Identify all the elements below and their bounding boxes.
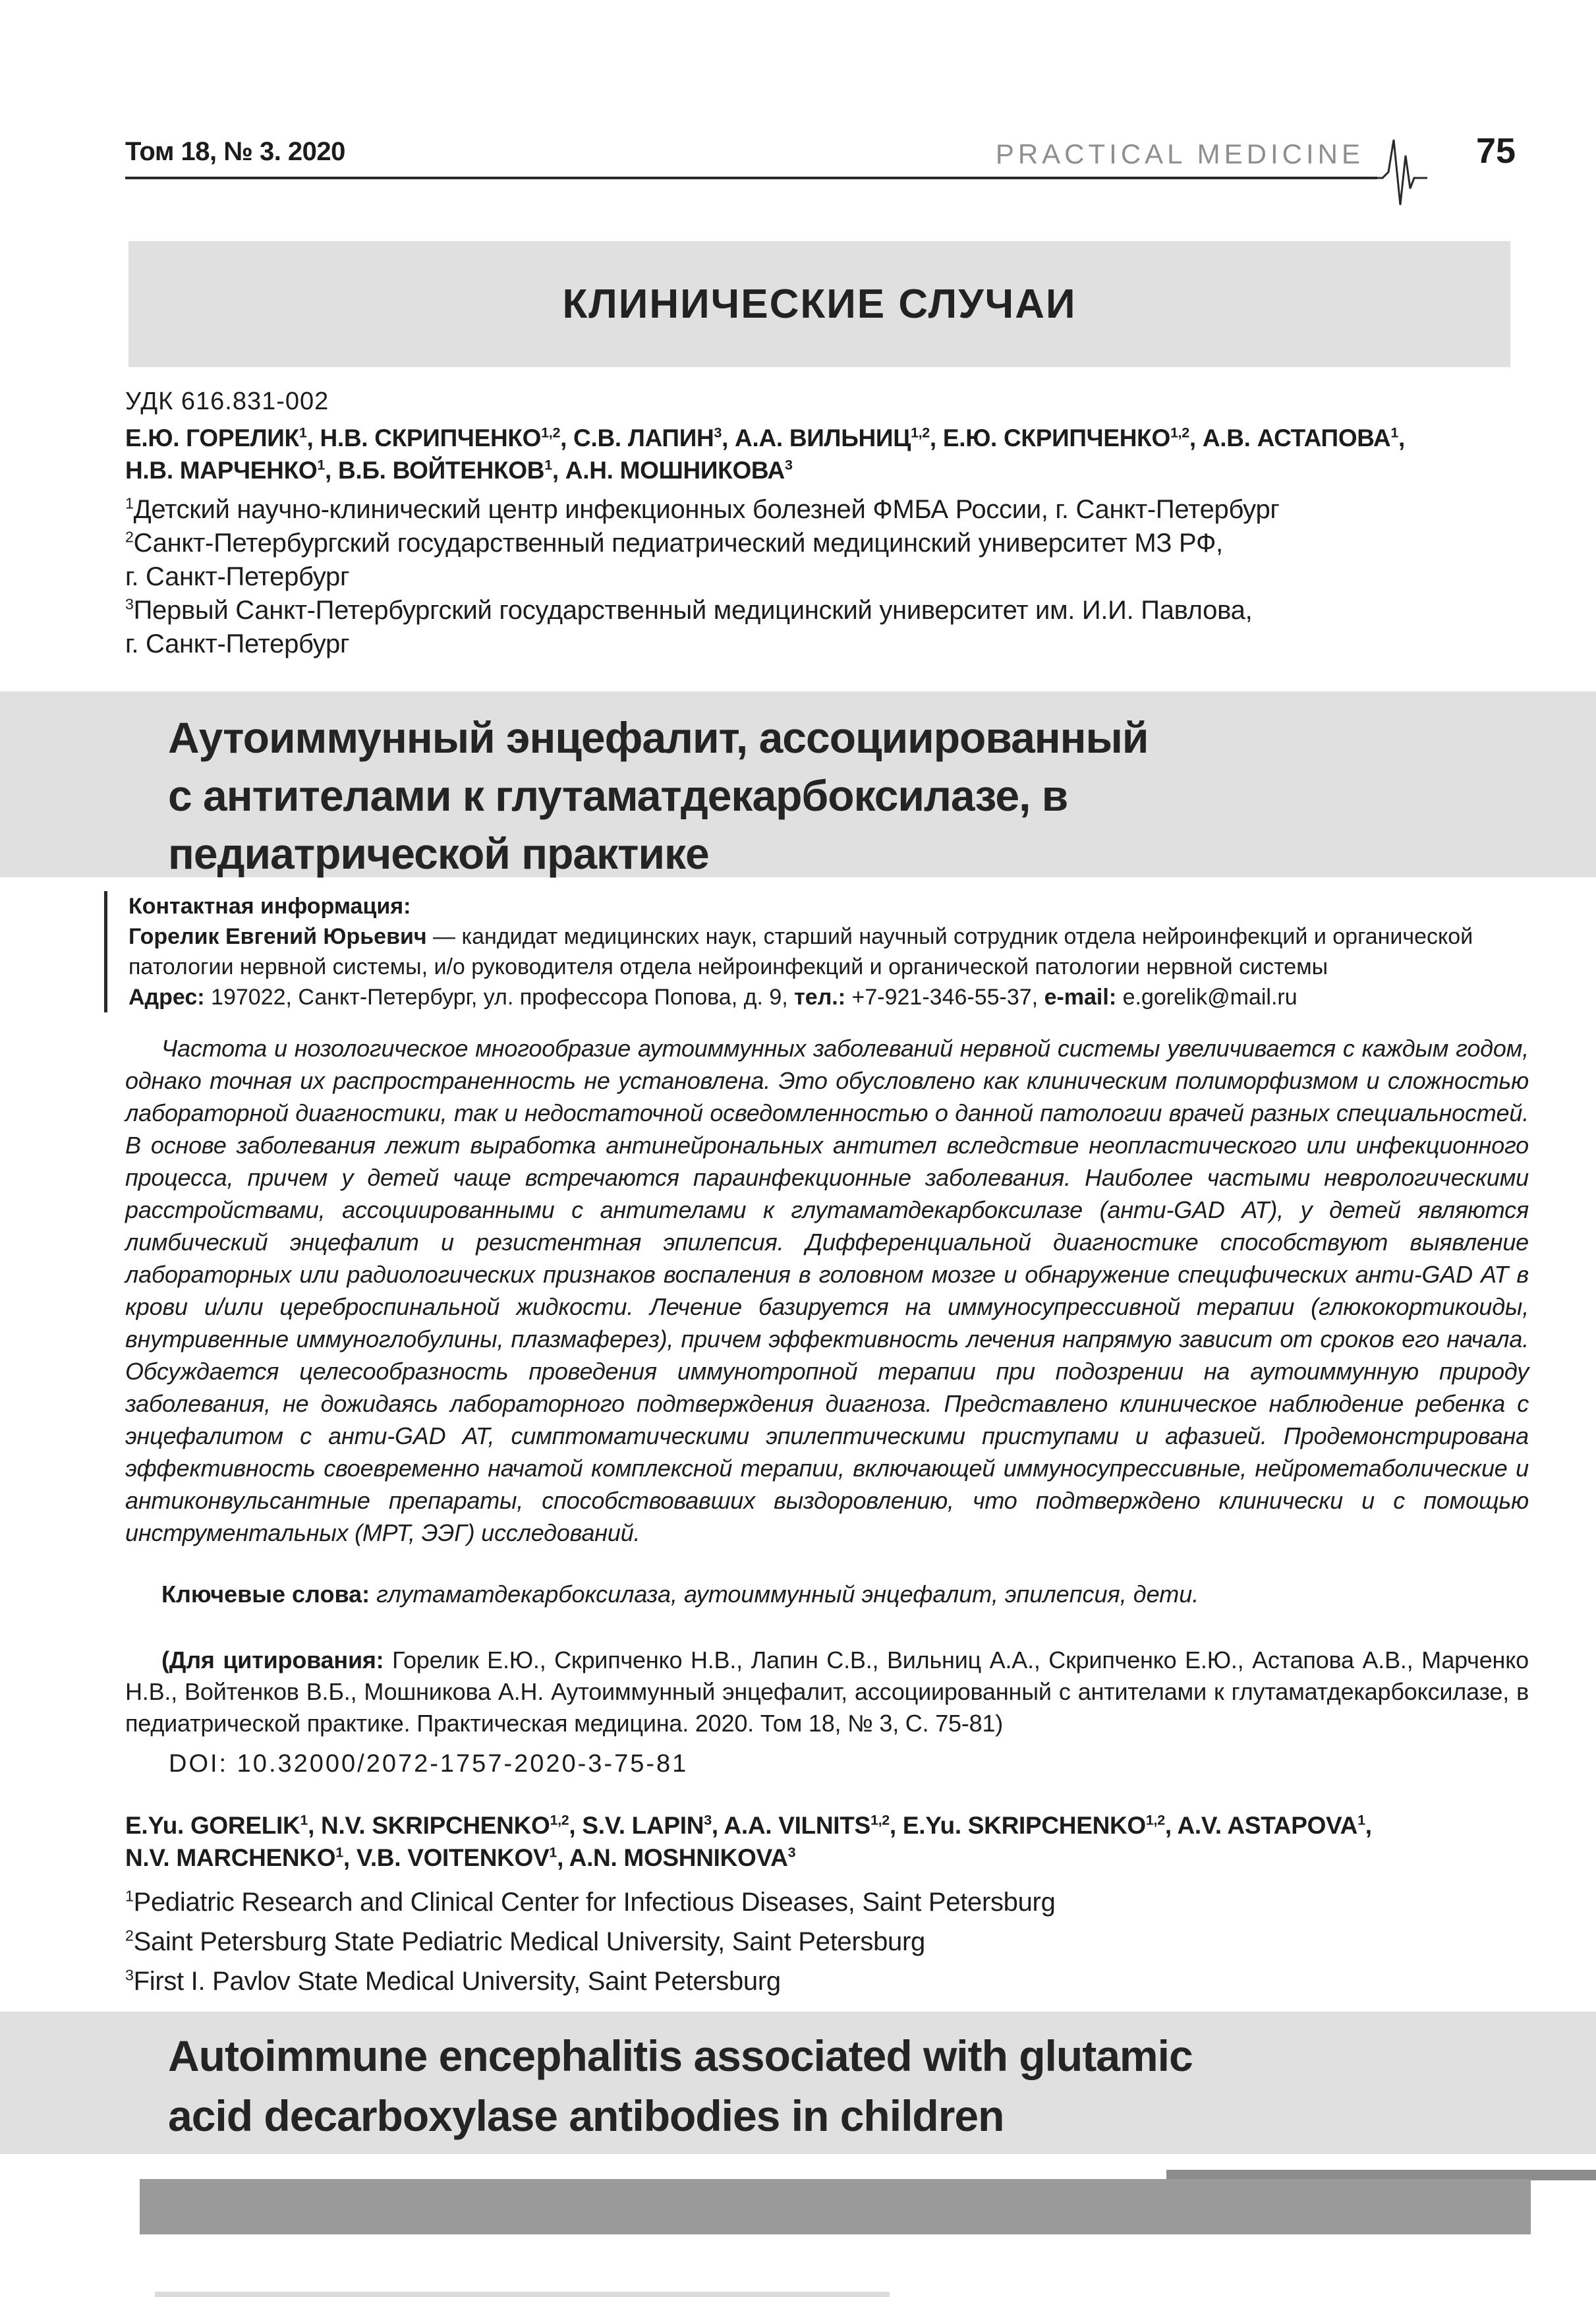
authors-en	[125, 1809, 1562, 1874]
affiliation-ru-3: $^3$Первый Санкт-Петербургский государственный медицинский университет им. И.И. Павлова, г. Санкт-Петербург	[125, 595, 1253, 658]
citation-ru: (Для цитирования: Горелик Е.Ю., Скрипченко Н.В., Лапин С.В., Вильниц А.А., Скрипченко Е.Ю., Астапова А.В., Марченко Н.В., Войтенков В.Б., Мошникова А.Н. Аутоиммунный энцефалит, ассоциированный с антителами к глутаматдекарбоксилазе, в педиатрической практике. Практическая медицина. 2020. Том 18, № 3, С. 75-81)	[125, 1646, 1529, 1737]
ecg-pulse-icon	[1371, 131, 1427, 216]
bottom-gray-bar	[140, 2179, 1531, 2234]
affiliation-en-2: $^2$Saint Petersburg State Pediatric Medical University, Saint Petersburg	[125, 1927, 925, 1956]
keywords-ru: Ключевые слова: глутаматдекарбоксилаза, аутоиммунный энцефалит, эпилепсия, дети.	[161, 1581, 1199, 1608]
journal-name: PRACTICAL MEDICINE	[995, 138, 1364, 169]
contact-label: Контактная информация:	[128, 894, 411, 919]
affiliation-ru-2: $^2$Санкт-Петербургский государственный педиатрический медицинский университет МЗ РФ, г. Санкт-Петербург	[125, 528, 1223, 591]
section-banner-label: КЛИНИЧЕСКИЕ СЛУЧАИ	[562, 281, 1077, 327]
affiliations-en	[125, 1882, 1562, 2001]
contact-info-block	[104, 891, 1532, 1012]
doi-line: DOI: 10.32000/2072-1757-2020-3-75-81	[169, 1750, 689, 1778]
authors-en-line-1: E.Yu. GORELIK$^1$, N.V. SKRIPCHENKO$^{1,2}$, S.V. LAPIN$^3$, A.A. VILNITS$^{1,2}$, E.Yu. SKRIPCHENKO$^{1,2}$, A.V. ASTAPOVA$^1$,	[125, 1812, 1372, 1839]
header-rule	[125, 177, 1377, 179]
affiliations-ru	[125, 493, 1562, 661]
udk-code: УДК 616.831-002	[125, 388, 329, 415]
affiliation-ru-1: $^1$Детский научно-клинический центр инфекционных болезней ФМБА России, г. Санкт-Петербург	[125, 494, 1280, 524]
abstract-section	[125, 1032, 1529, 1778]
authors-en-line-2: N.V. MARCHENKO$^1$, V.B. VOITENKOV$^1$, A.N. MOSHNIKOVA$^3$	[125, 1844, 796, 1871]
page-number: 75	[1476, 131, 1516, 171]
article-title-en-banner	[0, 2012, 1596, 2154]
article-title-en: Autoimmune encephalitis associated with glutamic acid decarboxylase antibodies in children	[168, 2031, 1193, 2140]
volume-issue: Том 18, № 3. 2020	[125, 137, 345, 166]
bottom-partial-strip	[155, 2292, 890, 2297]
contact-address-line: Адрес: 197022, Санкт-Петербург, ул. профессора Попова, д. 9, тел.: +7-921-346-55-37, e-mail: e.gorelik@mail.ru	[128, 985, 1297, 1010]
authors-ru	[125, 422, 1562, 486]
affiliation-en-1: $^1$Pediatric Research and Clinical Center for Infectious Diseases, Saint Petersburg	[125, 1887, 1056, 1917]
article-title-ru: Аутоиммунный энцефалит, ассоциированный с антителами к глутаматдекарбоксилазе, в педиатрической практике	[168, 713, 1149, 878]
affiliation-en-3: $^3$First I. Pavlov State Medical University, Saint Petersburg	[125, 1966, 781, 1996]
authors-ru-line-1: Е.Ю. ГОРЕЛИК$^1$, Н.В. СКРИПЧЕНКО$^{1,2}$, С.В. ЛАПИН$^3$, А.А. ВИЛЬНИЦ$^{1,2}$, Е.Ю. СКРИПЧЕНКО$^{1,2}$, А.В. АСТАПОВА$^1$,	[125, 424, 1405, 451]
authors-ru-line-2: Н.В. МАРЧЕНКО$^1$, В.Б. ВОЙТЕНКОВ$^1$, А.Н. МОШНИКОВА$^3$	[125, 457, 793, 484]
section-banner	[128, 241, 1510, 367]
abstract-ru: Частота и нозологическое многообразие аутоиммунных заболеваний нервной системы увеличивается с каждым годом, однако точная их распространенность не установлена. Это обусловлено как клиническим полиморфизмом и сложностью лабораторной диагностики, так и недостаточной осведомленностью о данной патологии врачей разных специальностей. В основе заболевания лежит выработка антинейрональных антител вследствие неопластического или инфекционного процесса, причем у детей чаще встречаются параинфекционные заболевания. Наиболее частыми неврологическими расстройствами, ассоциированными с антителами к глутаматдекарбоксилазе (анти-GAD АТ), у детей являются лимбический энцефалит и резистентная эпилепсия. Дифференциальной диагностике способствуют выявление лабораторных или радиологических признаков воспаления в головном мозге и обнаружение специфических анти-GAD АТ в крови и/или цереброспинальной жидкости. Лечение базируется на иммуносупрессивной терапии (глюкокортикоиды, внутривенные иммуноглобулины, плазмаферез), причем эффективность лечения напрямую зависит от сроков его начала. Обсуждается целесообразность проведения иммунотропной терапии при подозрении на аутоиммунную природу заболевания, не дожидаясь лабораторного подтверждения диагноза. Представлено клиническое наблюдение ребенка с энцефалитом с анти-GAD АТ, симптоматическими эпилептическими приступами и афазией. Продемонстрирована эффективность своевременно начатой комплексной терапии, включающей иммуносупрессивные, нейрометаболические и антиконвульсантные препараты, способствовавших выздоровлению, что подтверждено клинически и с помощью инструментальных (МРТ, ЭЭГ) исследований.	[125, 1035, 1529, 1546]
article-title-ru-banner	[0, 691, 1596, 877]
contact-person-line: Горелик Евгений Юрьевич — кандидат медицинских наук, старший научный сотрудник отдела нейроинфекций и органической патологии нервной системы, и/о руководителя отдела нейроинфекций и органической патологии нервной системы	[128, 924, 1473, 979]
